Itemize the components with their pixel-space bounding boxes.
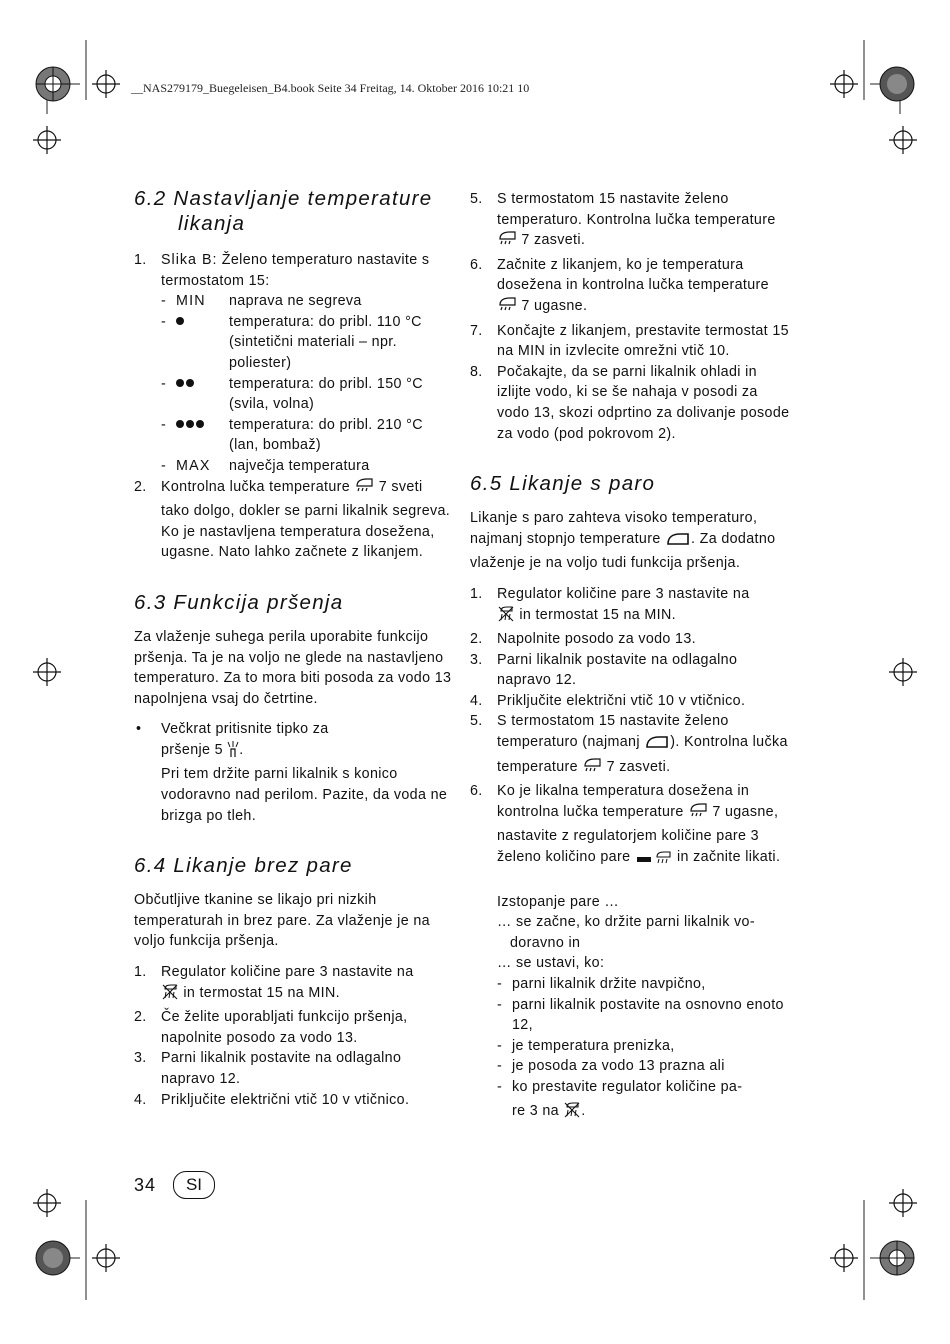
iron-lamp-icon [688,802,708,827]
iron-lamp-icon [497,296,517,321]
list-item: 6. Začnite z likanjem, ko je temperatura dosežena in kontrolna lučka temperature 7 ugasne. [470,255,790,321]
registration-target-icon [830,1244,858,1272]
paragraph: Likanje s paro zahteva visoko temperaturo, najmanj stopnjo temperature . Za dodatno vlaženje je na voljo tudi funkcija pršenja. [470,510,776,572]
list-item: 8. Počakajte, da se parni likalnik ohladi in izlijte vodo, ki se še nahaja v posodi za vodo 13, skozi odprtino za dolivanje posode za vodo (pod pokrovom 2). [470,363,790,442]
list-item: - parni likalnik držite navpično, [497,976,706,992]
registration-target-icon [889,1189,917,1217]
iron-lamp-icon [497,230,517,255]
list-item: 1. Regulator količine pare 3 nastavite na in termostat 15 na MIN. [134,962,454,1007]
list-item: 5. S termostatom 15 nastavite želeno temperaturo (najmanj ). Kontrolna lučka temperature 7 zasveti. [470,711,790,781]
registration-target-icon [92,70,120,98]
section-heading-6-4: 6.4 Likanje brez pare [134,854,353,878]
list-item: 5. S termostatom 15 nastavite želeno temperaturo. Kontrolna lučka temperature 7 zasveti. [470,189,790,255]
paragraph: Za vlaženje suhega perila uporabite funkcijo pršenja. Ta je na voljo ne glede na nastavljeno temperaturo. Za to mora biti posoda za vodo 13 napolnjena vsaj do četrtine. [134,628,452,707]
steam-temp-icon [644,734,670,757]
registration-target-icon [33,658,61,686]
list-item: 3. Parni likalnik postavite na odlagalno napravo 12. [470,651,738,689]
registration-target-icon [889,658,917,686]
steam-temp-icon [665,531,691,554]
list-item: 1. Slika B: Želeno temperaturo nastavite s termostatom 15: [134,252,430,289]
color-bar-icon [880,67,914,101]
temperature-options [134,291,454,476]
file-header: __NAS279179_Buegeleisen_B4.book Seite 34 Freitag, 14. Oktober 2016 10:21 10 [131,81,530,95]
no-steam-icon [497,605,515,630]
section-heading-6-3: 6.3 Funkcija pršenja [134,590,344,614]
iron-lamp-icon [582,757,602,782]
registration-target-icon [33,1189,61,1217]
no-steam-icon [161,983,179,1008]
temperature-dots-icon [176,415,206,436]
list-item: - parni likalnik postavite na osnovno enoto 12, [497,996,784,1034]
color-bar-icon [36,67,70,101]
list-item: - je temperatura prenizka, [497,1037,675,1054]
steam-line: … se ustavi, ko: [497,955,605,972]
list-item: - ko prestavite regulator količine pa- re 3 na . [497,1077,790,1125]
temperature-dots-icon [176,374,196,395]
bullet-item: • Večkrat pritisnite tipko za pršenje 5 . Pri tem držite parni likalnik s konico vodoravno nad perilom. Pazite, da voda ne brizga po tleh. [136,721,448,824]
spray-icon [227,740,239,765]
iron-lamp-icon [354,477,374,502]
list-item: 2. Napolnite posodo za vodo 13. [470,631,696,648]
list-item: 3. Parni likalnik postavite na odlagalno napravo 12. [134,1050,402,1087]
no-steam-icon [563,1101,581,1126]
list-item: 6. Ko je likalna temperatura dosežena in kontrolna lučka temperature 7 ugasne, nastavite z regulatorjem količine pare 3 želeno količino pare in začnite likati. [470,781,790,871]
temperature-option: - temperatura: do pribl. 210 °C (lan, bombaž) [161,416,423,454]
list-item: 2. Kontrolna lučka temperature 7 sveti tako dolgo, dokler se parni likalnik segreva. Ko je nastavljena temperatura dosežena, ugasne. Nato lahko začnete z likanjem. [134,478,451,561]
list-item: 7. Končajte z likanjem, prestavite termostat 15 na MIN in izvlecite omrežni vtič 10. [470,322,789,360]
color-bar-icon [36,1241,70,1275]
steam-amount-icon [635,849,673,872]
temperature-option: - MIN naprava ne segreva [161,293,362,310]
list-item: 4. Priključite električni vtič 10 v vtičnico. [470,692,746,709]
right-column [470,189,790,1125]
registration-target-icon [92,1244,120,1272]
language-badge: SI [173,1171,215,1199]
list-item: 2. Če želite uporabljati funkcijo pršenja, napolnite posodo za vodo 13. [134,1009,408,1046]
color-bar-icon [880,1241,914,1275]
steam-line: … se začne, ko držite parni likalnik vo- [497,914,755,931]
temperature-dots-icon [176,312,186,333]
left-column [134,186,454,1110]
registration-target-icon [889,126,917,154]
temperature-option: - temperatura: do pribl. 150 °C (svila, volna) [161,375,423,413]
registration-target-icon [33,126,61,154]
list-item: 4. Priključite električni vtič 10 v vtičnico. [134,1091,410,1108]
list-item: 1. Regulator količine pare 3 nastavite na in termostat 15 na MIN. [470,584,790,629]
temperature-option: - MAX največja temperatura [161,457,370,474]
temperature-option: - temperatura: do pribl. 110 °C (sintetični materiali – npr. poliester) [161,313,422,371]
page-number: 34 [134,1175,157,1195]
section-heading-6-2: 6.2 Nastavljanje temperature likanja [134,187,433,235]
steam-line: doravno in [510,934,581,951]
section-heading-6-5: 6.5 Likanje s paro [470,472,656,496]
list-item: - je posoda za vodo 13 prazna ali [497,1058,725,1075]
paragraph: Občutljive tkanine se likajo pri nizkih temperaturah in brez pare. Za vlaženje je na voljo funkcija pršenja. [134,892,430,950]
steam-subheading: Izstopanje pare … [497,893,619,910]
registration-target-icon [830,70,858,98]
stop-conditions [470,974,790,1077]
